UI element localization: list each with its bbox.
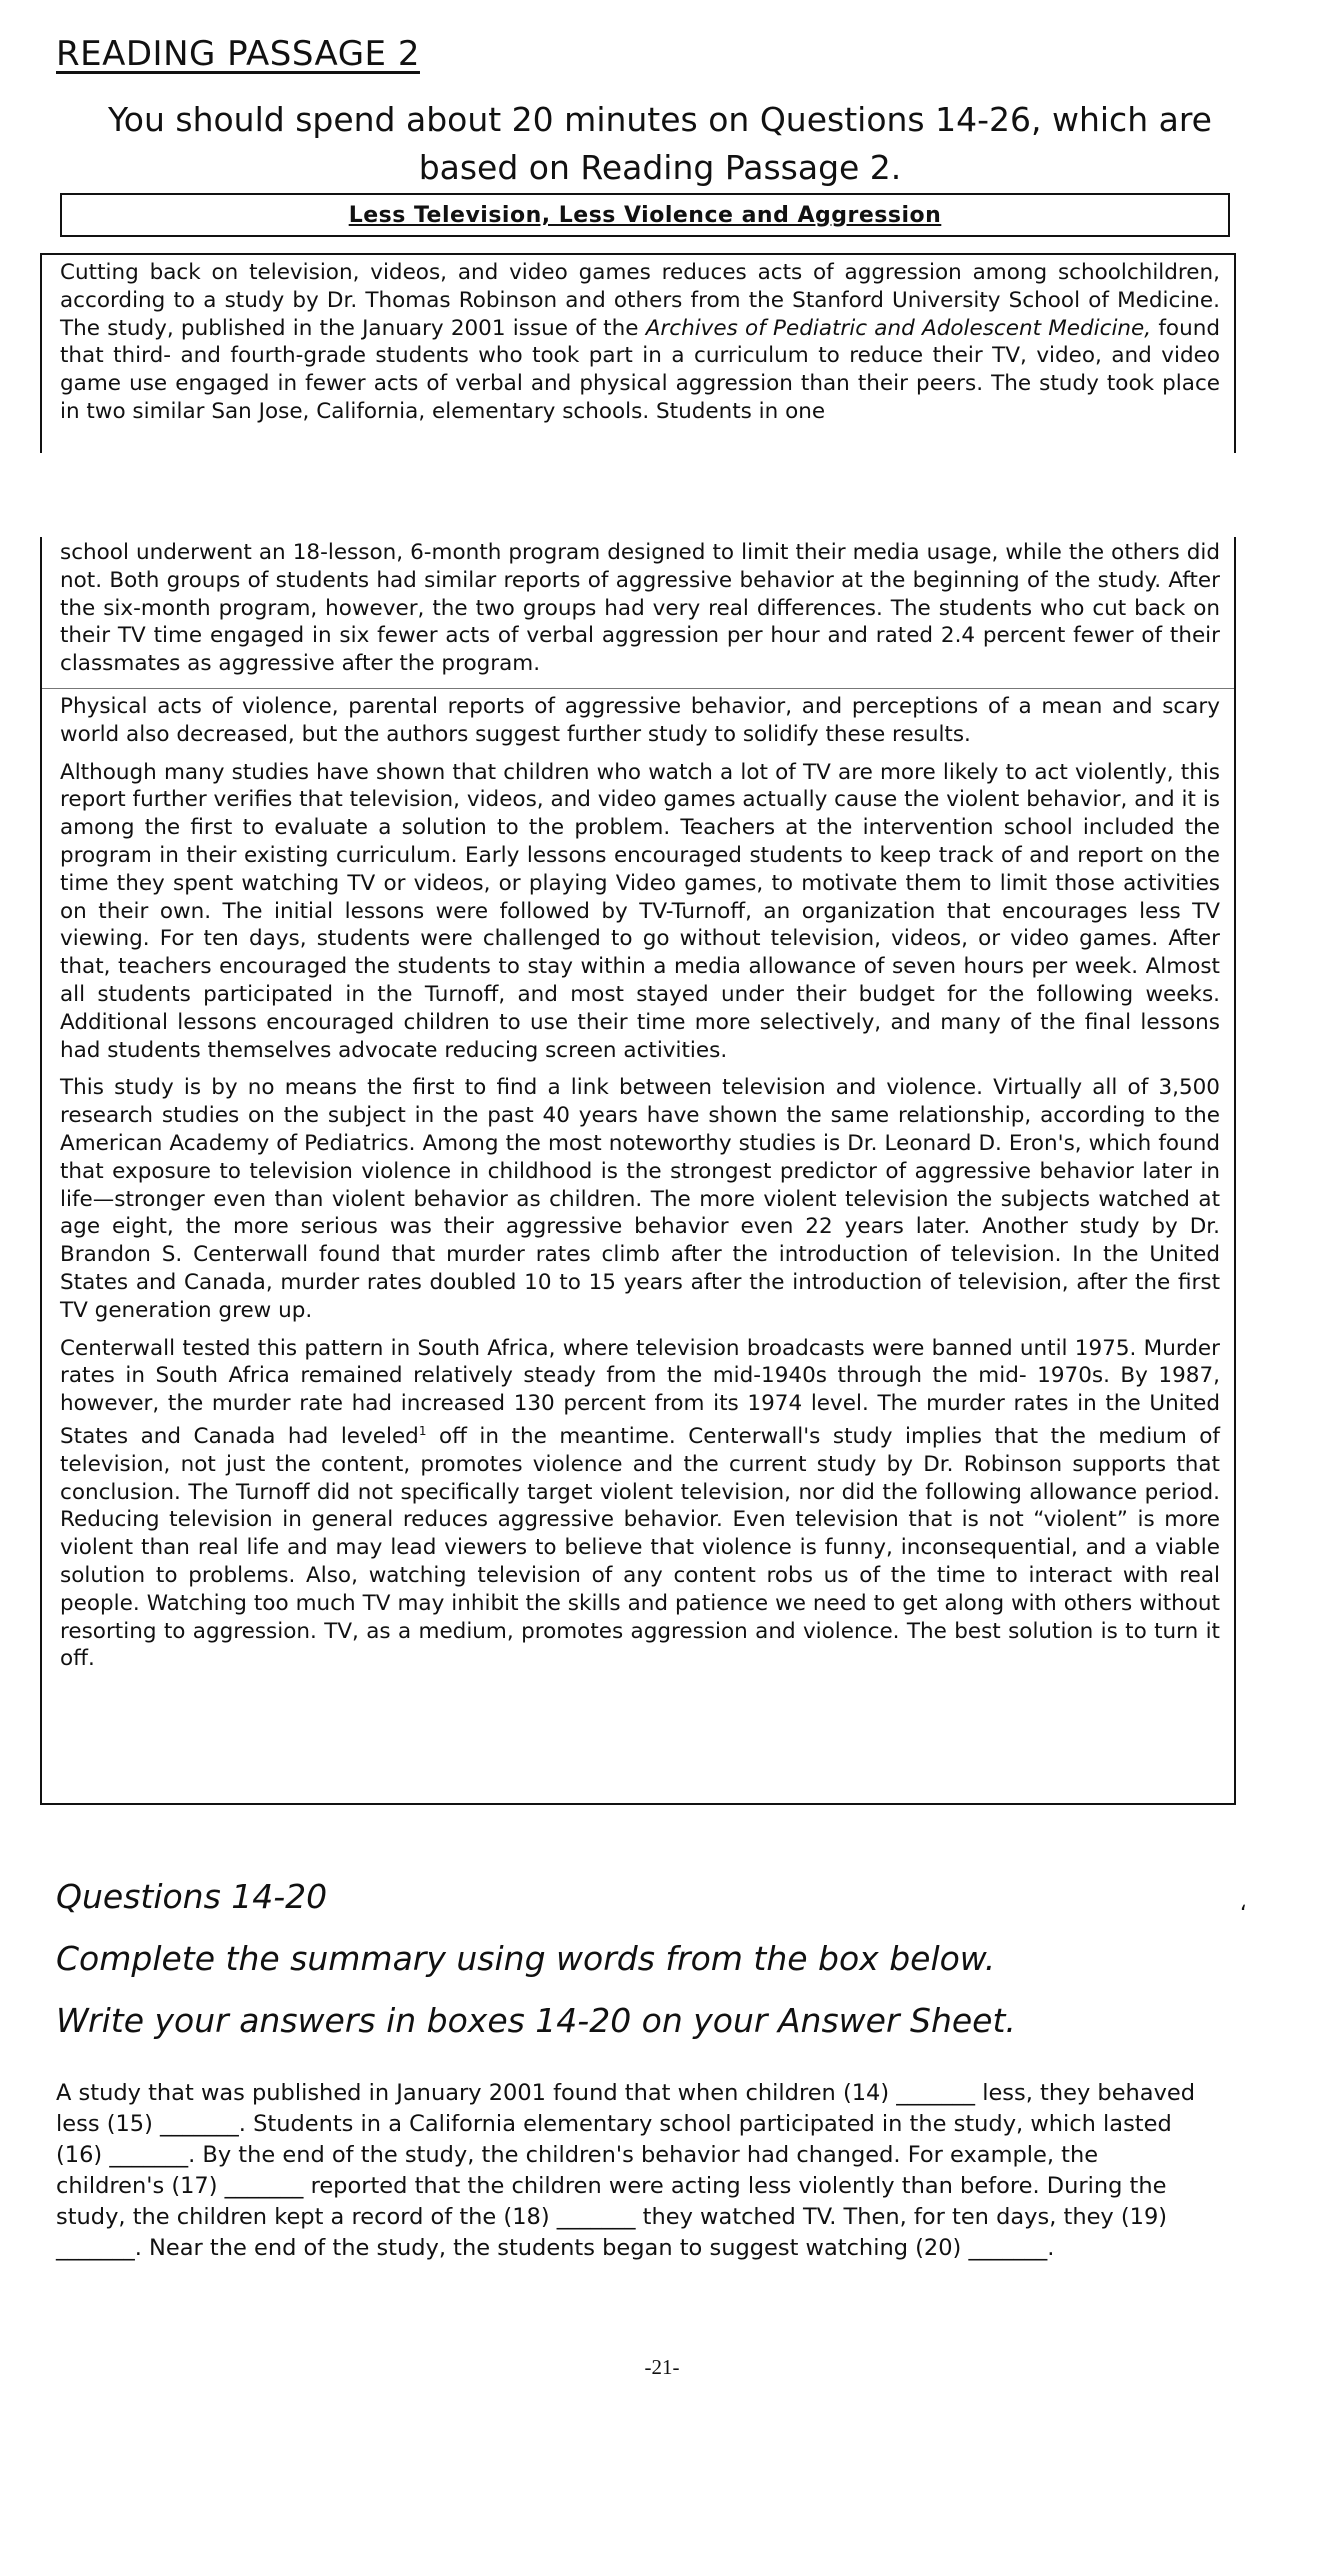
passage-heading: READING PASSAGE 2 [56, 34, 420, 74]
questions-instruction-2: Write your answers in boxes 14-20 on your Answer Sheet. [56, 2001, 1016, 2040]
paragraph-1-text-cont: found that third- and fourth-grade students who took part in a curriculum to reduce their TV, video, and video game use engaged in fewer acts of verbal and physical aggression than their peers. The study took place in two similar San Jose, California, elementary schools. Students in one [60, 315, 1220, 424]
paragraph-6 [60, 1335, 1220, 1674]
paragraph-4: Although many studies have shown that children who watch a lot of TV are more likely to act violently, this report further verifies that television, videos, and video games actually cause the violent behavior, and it is among the first to evaluate a solution to the problem. Teachers at the intervention school included the program in their existing curriculum. Early lessons encouraged students to keep track of and report on the time they spent watching TV or videos, or playing Video games, to motivate them to limit those activities on their own. The initial lessons were followed by TV-Turnoff, an organization that encourages less TV viewing. For ten days, students were challenged to go without television, videos, or video games. After that, teachers encouraged the students to stay within a media allowance of seven hours per week. Almost all students participated in the Turnoff, and most stayed under their budget for the following weeks. Additional lessons encouraged children to use their time more selectively, and many of the final lessons had students themselves advocate reducing screen activities. [60, 759, 1220, 1063]
passage-title-box [60, 193, 1230, 237]
paragraph-6-text-cont: off in the meantime. Centerwall's study implies that the medium of television, not just the content, promotes violence and the current study by Dr. Robinson supports that conclusion. The Turnoff did not specifically target violent television, nor did the following allowance period. Reducing television in general reduces aggressive behavior. Even television that is not “violent” is more violent than real life and may lead viewers to believe that violence is funny, inconsequential, and a viable solution to problems. Also, watching television of any content robs us of the time to interact with real people. Watching too much TV may inhibit the skills and patience we need to get along with others without resorting to aggression. TV, as a medium, promotes aggression and violence. The best solution is to turn it off. [60, 1424, 1220, 1672]
margin-mark: ʻ [1240, 1902, 1247, 1927]
paragraph-3: Physical acts of violence, parental reports of aggressive behavior, and perceptions of a mean and scary world also decreased, but the authors suggest further study to solidify these results. [42, 688, 1234, 749]
summary-text: A study that was published in January 2001 found that when children (14) _______ less, they behaved less (15) _______. Students in a California elementary school participated in the study, which lasted (16) _______. By the end of the study, the children's behavior had changed. For example, the children's (17) _______ reported that the children were acting less violently than before. During the study, the children kept a record of the (18) _______ they watched TV. Then, for ten days, they (19) _______. Near the end of the study, the students began to suggest watching (20) _______. [56, 2080, 1196, 2261]
passage-instruction: You should spend about 20 minutes on Questions 14-26, which are based on Reading Passage 2. [108, 100, 1212, 187]
passage-block-2 [40, 537, 1236, 1805]
footnote-marker: 1 [418, 1423, 427, 1438]
passage-block-1 [40, 253, 1236, 453]
questions-header [56, 1866, 1016, 2052]
paragraph-1-text: Cutting back on television, videos, and video games reduces acts of aggression among schoolchildren, according to a study by Dr. Thomas Robinson and others from the Stanford University School of Medicine. The study, published in the January 2001 issue of the [60, 260, 1220, 341]
paragraph-5: This study is by no means the first to find a link between television and violence. Virtually all of 3,500 research studies on the subject in the past 40 years have shown the same relationship, according to the American Academy of Pediatrics. Among the most noteworthy studies is Dr. Leonard D. Eron's, which found that exposure to television violence in childhood is the strongest predictor of aggressive behavior later in life—stronger even than violent behavior as children. The more violent television the subjects watched at age eight, the more serious was their aggressive behavior even 22 years later. Another study by Dr. Brandon S. Centerwall found that murder rates climb after the introduction of television. In the United States and Canada, murder rates doubled 10 to 15 years after the introduction of television, after the first TV generation grew up. [60, 1075, 1220, 1323]
questions-instruction-1: Complete the summary using words from the box below. [56, 1939, 996, 1978]
questions-range: Questions 14-20 [56, 1877, 328, 1916]
journal-name: Archives of Pediatric and Adolescent Medicine, [645, 315, 1152, 341]
paragraph-6-text: Centerwall tested this pattern in South Africa, where television broadcasts were banned until 1975. Murder rates in South Africa remained relatively steady from the mid-1940s through the mid- 1970s. By 1987, however, the murder rate had increased 130 percent from its 1974 level. The murder rates in the United States and Canada had leveled [60, 1335, 1220, 1450]
paragraph-1 [60, 259, 1220, 426]
passage-title: Less Television, Less Violence and Aggression [348, 202, 942, 228]
paragraph-2: school underwent an 18-lesson, 6-month program designed to limit their media usage, while the others did not. Both groups of students had similar reports of aggressive behavior at the beginning of the study. After the six-month program, however, the two groups had very real differences. The students who cut back on their TV time engaged in six fewer acts of verbal aggression per hour and rated 2.4 percent fewer of their classmates as aggressive after the program. [60, 540, 1220, 677]
page-number: -21- [644, 2355, 680, 2379]
